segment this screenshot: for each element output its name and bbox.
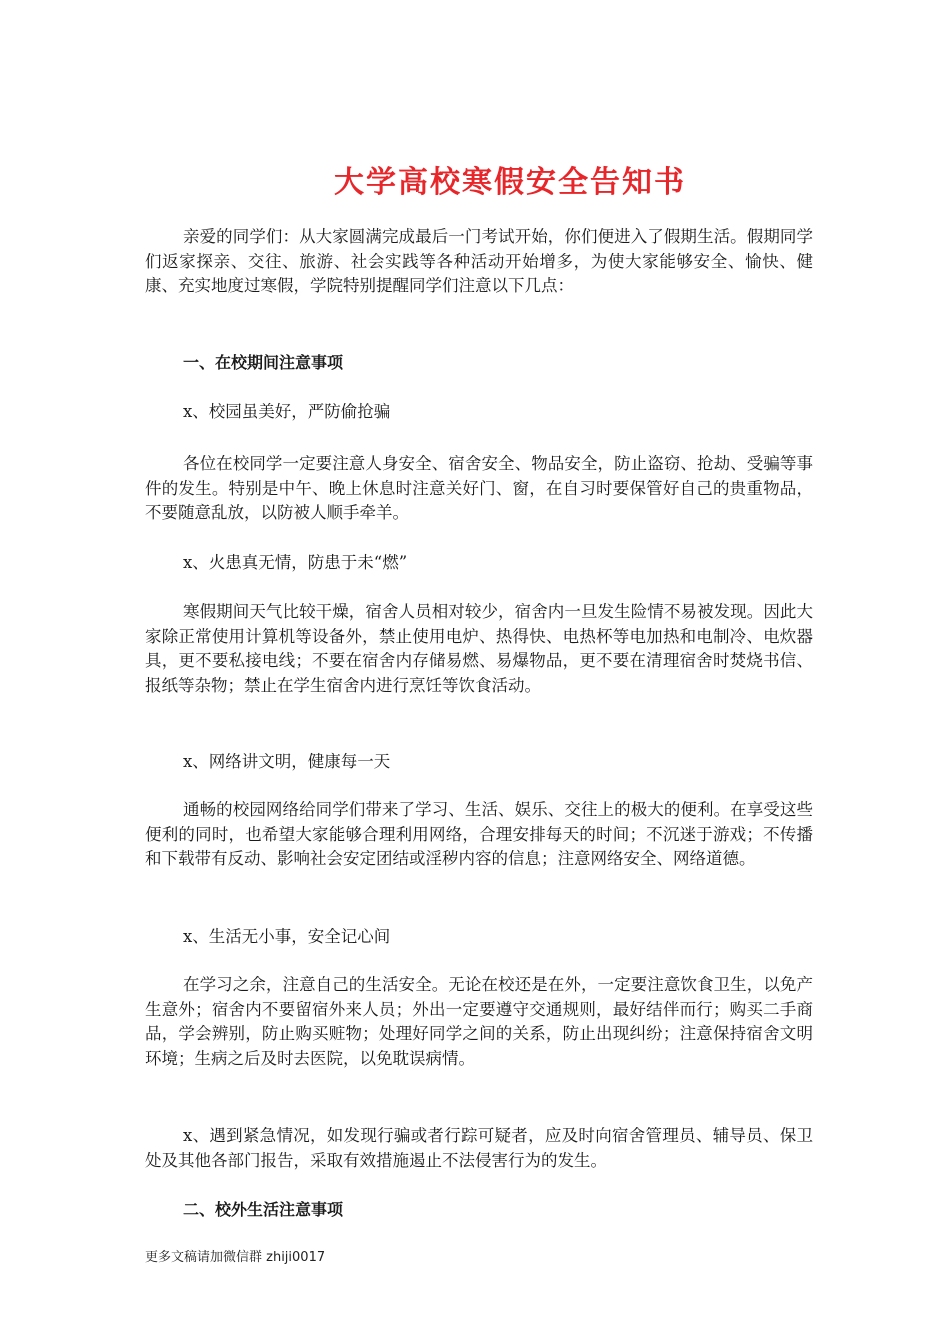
item-body-life: 在学习之余，注意自己的生活安全。无论在校还是在外，一定要注意饮食卫生，以免产生意外；宿舍内不要留宿外来人员；外出一定要遵守交通规则，最好结伴而行；购买二手商品，学会辨别，防止购买赃物；处理好同学之间的关系，防止出现纠纷；注意保持宿舍文明环境；生病之后及时去医院，以免耽误病情。: [145, 975, 813, 1068]
item-title-network: x、网络讲文明，健康每一天: [183, 752, 391, 771]
item-title-life: x、生活无小事，安全记心间: [183, 927, 391, 946]
item-body-theft: 各位在校同学一定要注意人身安全、宿舍安全、物品安全，防止盗窃、抢劫、受骗等事件的发生。特别是中午、晚上休息时注意关好门、窗，在自习时要保管好自己的贵重物品，不要随意乱放，以防被人顺手牵羊。: [145, 454, 813, 522]
footer-note: 更多文稿请加微信群 zhiji0017: [145, 1250, 326, 1265]
item-emergency: x、遇到紧急情况，如发现行骗或者行踪可疑者，应及时向宿舍管理员、辅导员、保卫处及其他各部门报告，采取有效措施遏止不法侵害行为的发生。: [145, 1126, 813, 1170]
item-title-theft: x、校园虽美好，严防偷抢骗: [183, 402, 391, 421]
item-title-fire: x、火患真无情，防患于未“燃”: [183, 553, 408, 572]
item-body-network: 通畅的校园网络给同学们带来了学习、生活、娱乐、交往上的极大的便利。在享受这些便利的同时，也希望大家能够合理利用网络，合理安排每天的时间；不沉迷于游戏；不传播和下载带有反动、影响社会安定团结或淫秽内容的信息；注意网络安全、网络道德。: [145, 800, 813, 868]
intro-paragraph: 亲爱的同学们：从大家圆满完成最后一门考试开始，你们便进入了假期生活。假期同学们返家探亲、交往、旅游、社会实践等各种活动开始增多，为使大家能够安全、愉快、健康、充实地度过寒假，学院特别提醒同学们注意以下几点：: [145, 227, 813, 295]
document-title: 大学高校寒假安全告知书: [334, 165, 686, 200]
section-heading-offcampus: 二、校外生活注意事项: [183, 1200, 344, 1219]
item-body-fire: 寒假期间天气比较干燥，宿舍人员相对较少，宿舍内一旦发生险情不易被发现。因此大家除正常使用计算机等设备外，禁止使用电炉、热得快、电热杯等电加热和电制冷、电炊器具，更不要私接电线；不要在宿舍内存储易燃、易爆物品，更不要在清理宿舍时焚烧书信、报纸等杂物；禁止在学生宿舍内进行烹饪等饮食活动。: [145, 602, 813, 695]
section-heading-campus: 一、在校期间注意事项: [183, 353, 344, 372]
